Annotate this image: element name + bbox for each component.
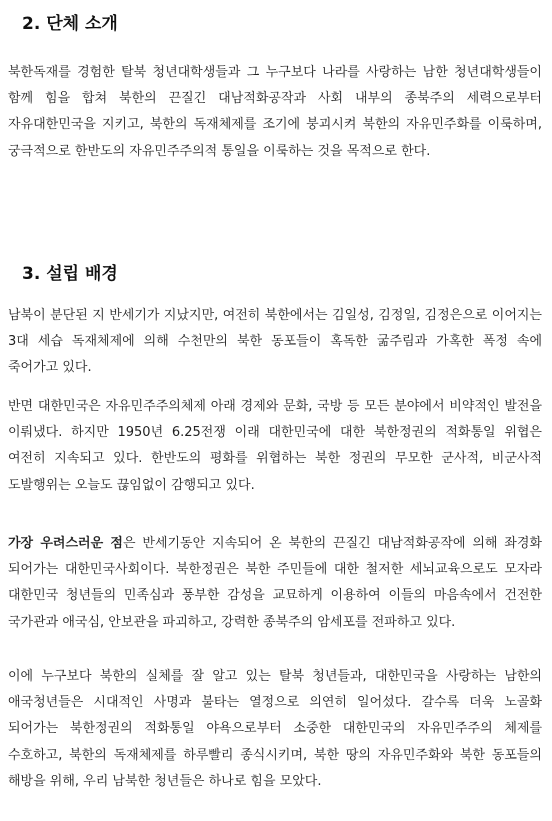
emphasis-text: 가장 우려스러운 점 xyxy=(8,536,123,551)
paragraph-text: 은 반세기동안 지속되어 온 북한의 끈질긴 대남적화공작에 의해 좌경화 되어가는 대한민국사회이다. 북한정권은 북한 주민들에 대한 철저한 세뇌교육으로도 모자라 대한민국 청년들의 민족심과 풍부한 감성을 교묘하게 이용하여 이들의 마음속에서 건전한 국가관과 애국심, 안보관을 파괴하고, 강력한 종북주의 암세포를 전파하고 있다. xyxy=(8,536,542,630)
background-paragraph-2: 반면 대한민국은 자유민주주의체제 아래 경제와 문화, 국방 등 모든 분야에서 비약적인 발전을 이뤄냈다. 하지만 1950년 6.25전쟁 이래 대한민국에 대한 북한정권의 적화통일 위협은 여전히 지속되고 있다. 한반도의 평화를 위협하는 북한 정권의 무모한 군사적, 비군사적 도발행위는 오늘도 끊임없이 감행되고 있다. xyxy=(8,399,542,493)
section-heading-background: 3. 설립 배경 xyxy=(22,264,118,284)
background-paragraph-1: 남북이 분단된 지 반세기가 지났지만, 여전히 북한에서는 김일성, 김정일, 김정은으로 이어지는 3대 세습 독재체제에 의해 수천만의 북한 동포들이 혹독한 굶주림과 가혹한 폭정 속에 죽어가고 있다. xyxy=(8,308,542,376)
background-paragraph-3 xyxy=(8,531,542,636)
background-paragraph-4: 이에 누구보다 북한의 실체를 잘 알고 있는 탈북 청년들과, 대한민국을 사랑하는 남한의 애국청년들은 시대적인 사명과 불타는 열정으로 의연히 일어섰다. 갈수록 더욱 노골화 되어가는 북한정권의 적화통일 야욕으로부터 소중한 대한민국의 자유민주주의 체제를 수호하고, 북한의 독재체제를 하루빨리 종식시키며, 북한 땅의 자유민주화와 북한 동포들의 해방을 위해, 우리 남북한 청년들은 하나로 힘을 모았다. xyxy=(8,669,542,789)
section-heading-intro: 2. 단체 소개 xyxy=(22,14,118,34)
intro-paragraph: 북한독재를 경험한 탈북 청년대학생들과 그 누구보다 나라를 사랑하는 남한 청년대학생들이 함께 힘을 합쳐 북한의 끈질긴 대남적화공작과 사회 내부의 종북주의 세력으로부터 자유대한민국을 지키고, 북한의 독재체제를 조기에 붕괴시켜 북한의 자유민주화를 이룩하며, 궁극적으로 한반도의 자유민주주의적 통일을 이룩하는 것을 목적으로 한다. xyxy=(8,65,542,159)
